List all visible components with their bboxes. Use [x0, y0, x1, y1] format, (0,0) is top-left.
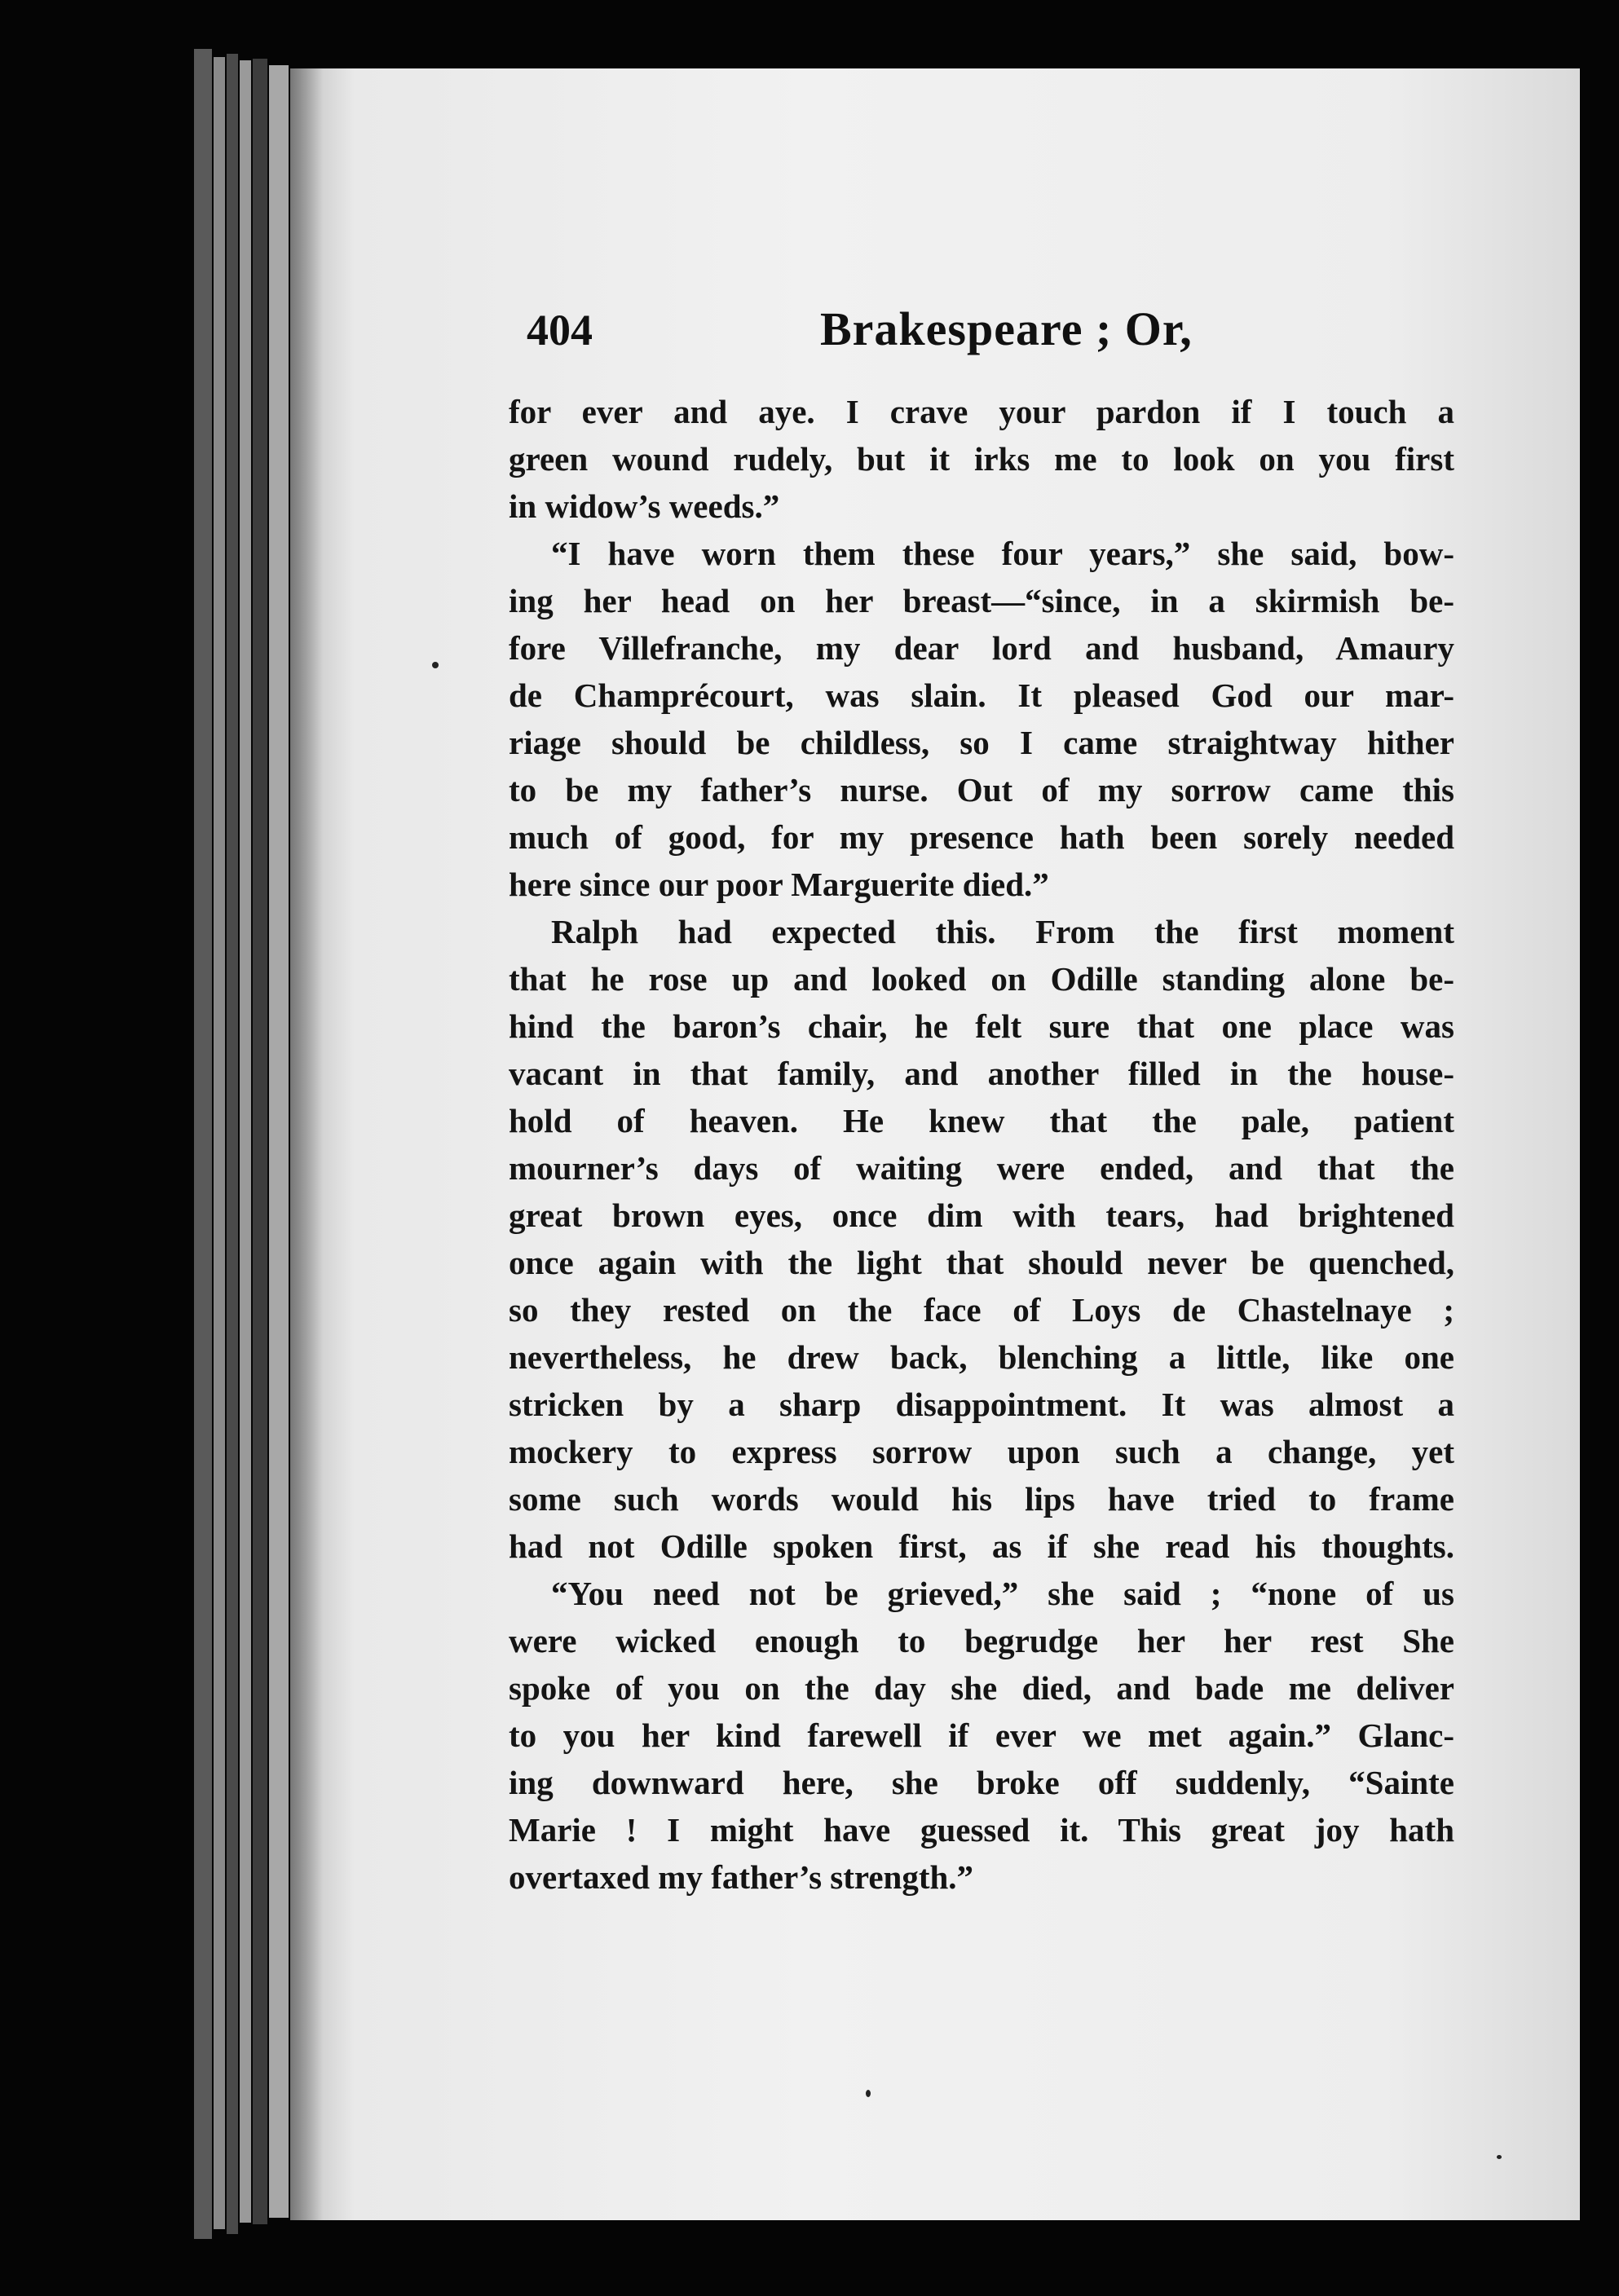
text-line: mourner’s days of waiting were ended, and that the [509, 1149, 1454, 1187]
text-line: vacant in that family, and another filled in the house- [509, 1055, 1454, 1092]
page-number: 404 [527, 306, 593, 355]
text-line: spoke of you on the day she died, and bade me deliver [509, 1669, 1454, 1707]
text-line: de Champrécourt, was slain. It pleased God our mar- [509, 676, 1454, 714]
text-line: were wicked enough to begrudge her her rest She [509, 1622, 1454, 1659]
text-line: had not Odille spoken first, as if she read his thoughts. [509, 1527, 1454, 1565]
text-line: much of good, for my presence hath been sorely needed [509, 818, 1454, 856]
text-line: fore Villefranche, my dear lord and husband, Amaury [509, 629, 1454, 667]
text-line: green wound rudely, but it irks me to look on you first [509, 440, 1454, 478]
page-edge-strip [214, 57, 225, 2229]
page-edge-strip [194, 49, 212, 2239]
text-line: to you her kind farewell if ever we met again.” Glanc- [509, 1716, 1454, 1754]
text-line: here since our poor Marguerite died.” [509, 866, 1049, 903]
page-edge-strip [227, 54, 238, 2234]
text-line: once again with the light that should never be quenched, [509, 1244, 1454, 1281]
text-line: mockery to express sorrow upon such a change, yet [509, 1433, 1454, 1470]
text-line: hold of heaven. He knew that the pale, patient [509, 1102, 1454, 1139]
page-edge-strip [240, 60, 251, 2223]
text-line: in widow’s weeds.” [509, 487, 780, 525]
running-title: Brakespeare ; Or, [820, 302, 1193, 355]
text-line: that he rose up and looked on Odille standing alone be- [509, 960, 1454, 998]
text-line: stricken by a sharp disappointment. It was almost a [509, 1386, 1454, 1423]
text-line: “You need not be grieved,” she said ; “none of us [551, 1575, 1454, 1612]
body-text [509, 388, 1454, 1901]
text-line: Marie ! I might have guessed it. This great joy hath [509, 1811, 1454, 1849]
text-line: nevertheless, he drew back, blenching a little, like one [509, 1338, 1454, 1376]
text-line: some such words would his lips have tried to frame [509, 1480, 1454, 1518]
gutter-shadow [290, 68, 323, 2220]
text-line: riage should be childless, so I came straightway hither [509, 724, 1454, 761]
text-line: Ralph had expected this. From the first moment [551, 913, 1454, 950]
book-page [290, 68, 1580, 2220]
page-edge-strip [269, 65, 289, 2218]
text-line: hind the baron’s chair, he felt sure that one place was [509, 1007, 1454, 1045]
text-line: overtaxed my father’s strength.” [509, 1858, 974, 1896]
text-line: ing her head on her breast—“since, in a skirmish be- [509, 582, 1454, 619]
page-edge-strip [253, 59, 267, 2224]
scan-speck [866, 2090, 871, 2097]
text-line: so they rested on the face of Loys de Chastelnaye ; [509, 1291, 1454, 1329]
text-line: for ever and aye. I crave your pardon if I touch a [509, 393, 1454, 430]
scan-speck [432, 662, 439, 668]
text-line: ing downward here, she broke off suddenly, “Sainte [509, 1764, 1454, 1801]
text-line: to be my father’s nurse. Out of my sorrow came this [509, 771, 1454, 809]
text-line: great brown eyes, once dim with tears, had brightened [509, 1196, 1454, 1234]
scan-speck [1497, 2155, 1502, 2159]
page-header [527, 302, 1505, 378]
text-line: “I have worn them these four years,” she said, bow- [551, 535, 1454, 572]
